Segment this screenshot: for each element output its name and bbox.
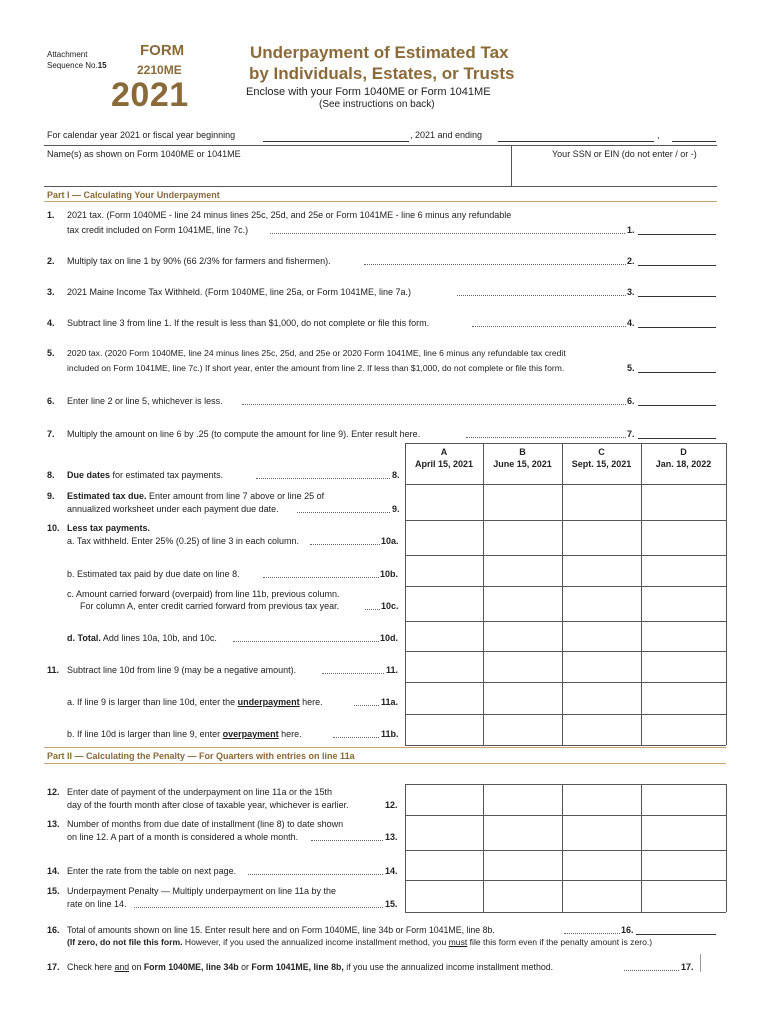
line8-text: Due dates for estimated tax payments. [67,470,224,480]
line-ref: 8. [392,470,400,480]
grid-border [726,784,727,912]
line13-text-a: Number of months from due date of installment (line 8) to date shown [67,819,344,829]
line12-text-b: day of the fourth month after close of taxable year, whichever is earlier. [67,800,349,810]
comma: , [657,130,660,140]
grid-row-line [405,745,726,746]
line1-text-a: 2021 tax. (Form 1040ME - line 24 minus lines 25c, 25d, and 25e or Form 1041ME - line 6 minus any refundable [67,210,512,220]
line10c-cells[interactable] [406,587,726,621]
line-number: 16. [47,925,60,935]
leader-dots [333,737,379,738]
divider [44,186,717,187]
line17-text: Check here and on Form 1040ME, line 34b or Form 1041ME, line 8b, if you use the annualized income installment method. [67,962,554,972]
form-title-line1: Underpayment of Estimated Tax [250,43,509,62]
line15-text-a: Underpayment Penalty — Multiply underpayment on line 11a by the [67,886,336,896]
line-number: 3. [47,287,55,297]
ending-label: , 2021 and ending [410,130,483,140]
line-ref: 1. [627,225,635,235]
line-ref: 2. [627,256,635,266]
line-ref: 10b. [380,569,399,579]
leader-dots [270,233,625,234]
line-number: 5. [47,348,55,358]
leader-dots [624,970,679,971]
grid-border [726,443,727,745]
leader-dots [364,264,626,265]
line-ref: 10c. [381,601,399,611]
part1-title: Part I — Calculating Your Underpayment [47,190,220,200]
line11-cells[interactable] [406,652,726,682]
line7-field[interactable] [638,438,716,439]
grid-border [405,443,726,444]
line-ref: 4. [627,318,635,328]
see-instructions: (See instructions on back) [319,99,435,110]
line16-field[interactable] [636,934,716,935]
line-ref: 16. [621,925,634,935]
form-year: 2021 [111,76,189,114]
line-number: 8. [47,470,55,480]
line-number: 12. [47,787,60,797]
line6-field[interactable] [638,405,716,406]
line2-field[interactable] [638,265,716,266]
leader-dots [457,295,626,296]
fiscal-end-year-field[interactable] [672,141,716,142]
calendar-year-label: For calendar year 2021 or fiscal year beginning [47,130,236,140]
line-number: 17. [47,962,60,972]
form-title-line2: by Individuals, Estates, or Trusts [249,64,515,83]
line-number: 1. [47,210,55,220]
line-ref: 15. [385,899,398,909]
line11a-text: a. If line 9 is larger than line 10d, enter the underpayment here. [67,697,323,707]
col-b-date: June 15, 2021 [493,459,552,469]
line14-cells[interactable] [406,851,726,880]
line-number: 14. [47,866,60,876]
line-ref: 10d. [380,633,399,643]
grid-row-line [405,912,726,913]
leader-dots [233,641,379,642]
col-a-letter: A [440,447,448,457]
line13-cells[interactable] [406,816,726,850]
names-label: Name(s) as shown on Form 1040ME or 1041ME [47,149,241,159]
line12-cells[interactable] [406,785,726,815]
line-number: 11. [47,665,60,675]
line15-text-b: rate on line 14. [67,899,127,909]
line10-title: Less tax payments. [67,523,151,533]
col-b-letter: B [519,447,526,457]
leader-dots [466,437,626,438]
form-word: FORM [140,42,185,59]
col-d-date: Jan. 18, 2022 [655,459,712,469]
line-ref: 17. [681,962,694,972]
col-d-letter: D [680,447,687,457]
line-number: 7. [47,429,55,439]
line15-cells[interactable] [406,881,726,912]
line10d-cells[interactable] [406,622,726,651]
line3-field[interactable] [638,296,716,297]
leader-dots [256,478,390,479]
line-number: 4. [47,318,55,328]
line-ref: 6. [627,396,635,406]
line-ref: 11b. [381,729,399,739]
ssn-label: Your SSN or EIN (do not enter / or -) [552,149,697,159]
line-ref: 10a. [381,536,399,546]
leader-dots [472,326,626,327]
line2-text: Multiply tax on line 1 by 90% (66 2/3% for farmers and fishermen). [67,256,331,266]
line16-note: (If zero, do not file this form. However, if you used the annualized income installment method, you must file this form even if the penalty amount is zero.) [67,937,653,947]
leader-dots [322,673,384,674]
line-number: 15. [47,886,60,896]
line-ref: 7. [627,429,635,439]
line11b-cells[interactable] [406,715,726,745]
line9-text-a: Estimated tax due. Enter amount from line 7 above or line 25 of [67,491,325,501]
leader-dots [354,705,379,706]
line-ref: 12. [385,800,398,810]
line-number: 10. [47,523,60,533]
line1-field[interactable] [638,234,716,235]
line5-text-a: 2020 tax. (2020 Form 1040ME, line 24 minus lines 25c, 25d, and 25e or 2020 Form 1041ME, line 6 minus any refundable tax credit [67,348,566,358]
line10b-text: b. Estimated tax paid by due date on line 8. [67,569,240,579]
line-ref: 11. [386,665,399,675]
leader-dots [263,577,379,578]
line-ref: 9. [392,504,400,514]
line1-text-b: tax credit included on Form 1041ME, line 7c.) [67,225,249,235]
line14-text: Enter the rate from the table on next page. [67,866,237,876]
leader-dots [134,907,383,908]
line11a-cells[interactable] [406,683,726,714]
line-ref: 11a. [381,697,399,707]
col-c-letter: C [598,447,605,457]
line12-text-a: Enter date of payment of the underpayment on line 11a or the 15th [67,787,333,797]
line3-text: 2021 Maine Income Tax Withheld. (Form 1040ME, line 25a, or Form 1041ME, line 7a.) [67,287,411,297]
leader-dots [310,544,380,545]
line6-text: Enter line 2 or line 5, whichever is less. [67,396,223,406]
line-ref: 13. [385,832,398,842]
line5-field[interactable] [638,372,716,373]
divider [44,201,717,202]
line5-text-b: included on Form 1041ME, line 7c.) If short year, enter the amount from line 2. If less than $1,000, do not complete or file this form. [67,363,565,373]
leader-dots [365,609,380,610]
line10d-text: d. Total. Add lines 10a, 10b, and 10c. [67,633,217,643]
col-c-date: Sept. 15, 2021 [571,459,632,469]
divider [44,763,726,764]
attachment-label: Attachment [47,50,88,59]
line11b-text: b. If line 10d is larger than line 9, enter overpayment here. [67,729,302,739]
line10c-text-a: c. Amount carried forward (overpaid) from line 11b, previous column. [67,589,340,599]
enclose-text: Enclose with your Form 1040ME or Form 1041ME [246,86,491,98]
line7-text: Multiply the amount on line 6 by .25 (to compute the amount for line 9). Enter result here. [67,429,421,439]
line4-text: Subtract line 3 from line 1. If the result is less than $1,000, do not complete or file this form. [67,318,430,328]
divider [511,145,512,186]
col-a-date: April 15, 2021 [414,459,474,469]
line17-checkbox[interactable] [700,954,709,972]
line11-text: Subtract line 10d from line 9 (may be a negative amount). [67,665,297,675]
part2-title: Part II — Calculating the Penalty — For Quarters with entries on line 11a [47,751,355,761]
line-number: 2. [47,256,55,266]
line-ref: 14. [385,866,398,876]
form-code: 2210ME [137,63,182,77]
leader-dots [297,512,390,513]
fiscal-begin-field[interactable] [263,141,409,142]
line-number: 13. [47,819,60,829]
line10c-text-b: For column A, enter credit carried forward from previous tax year. [80,601,340,611]
sequence-label: Sequence No.15 [47,61,107,70]
line16-text: Total of amounts shown on line 15. Enter result here and on Form 1040ME, line 34b or Form 1041ME, line 8b. [67,925,495,935]
line4-field[interactable] [638,327,716,328]
leader-dots [311,840,383,841]
line10a-cells[interactable] [406,521,726,555]
divider [44,747,726,748]
line10b-cells[interactable] [406,556,726,586]
names-field[interactable] [47,160,509,184]
line-number: 9. [47,491,55,501]
fiscal-end-field[interactable] [498,141,654,142]
line9-text-b: annualized worksheet under each payment due date. [67,504,279,514]
leader-dots [564,933,620,934]
line9-cells[interactable] [406,485,726,520]
leader-dots [242,404,626,405]
leader-dots [248,874,383,875]
line-number: 6. [47,396,55,406]
line13-text-b: on line 12. A part of a month is considered a whole month. [67,832,299,842]
line10a-text: a. Tax withheld. Enter 25% (0.25) of line 3 in each column. [67,536,299,546]
divider [44,145,717,146]
ssn-field[interactable] [514,160,714,184]
line-ref: 3. [627,287,635,297]
line-ref: 5. [627,363,635,373]
